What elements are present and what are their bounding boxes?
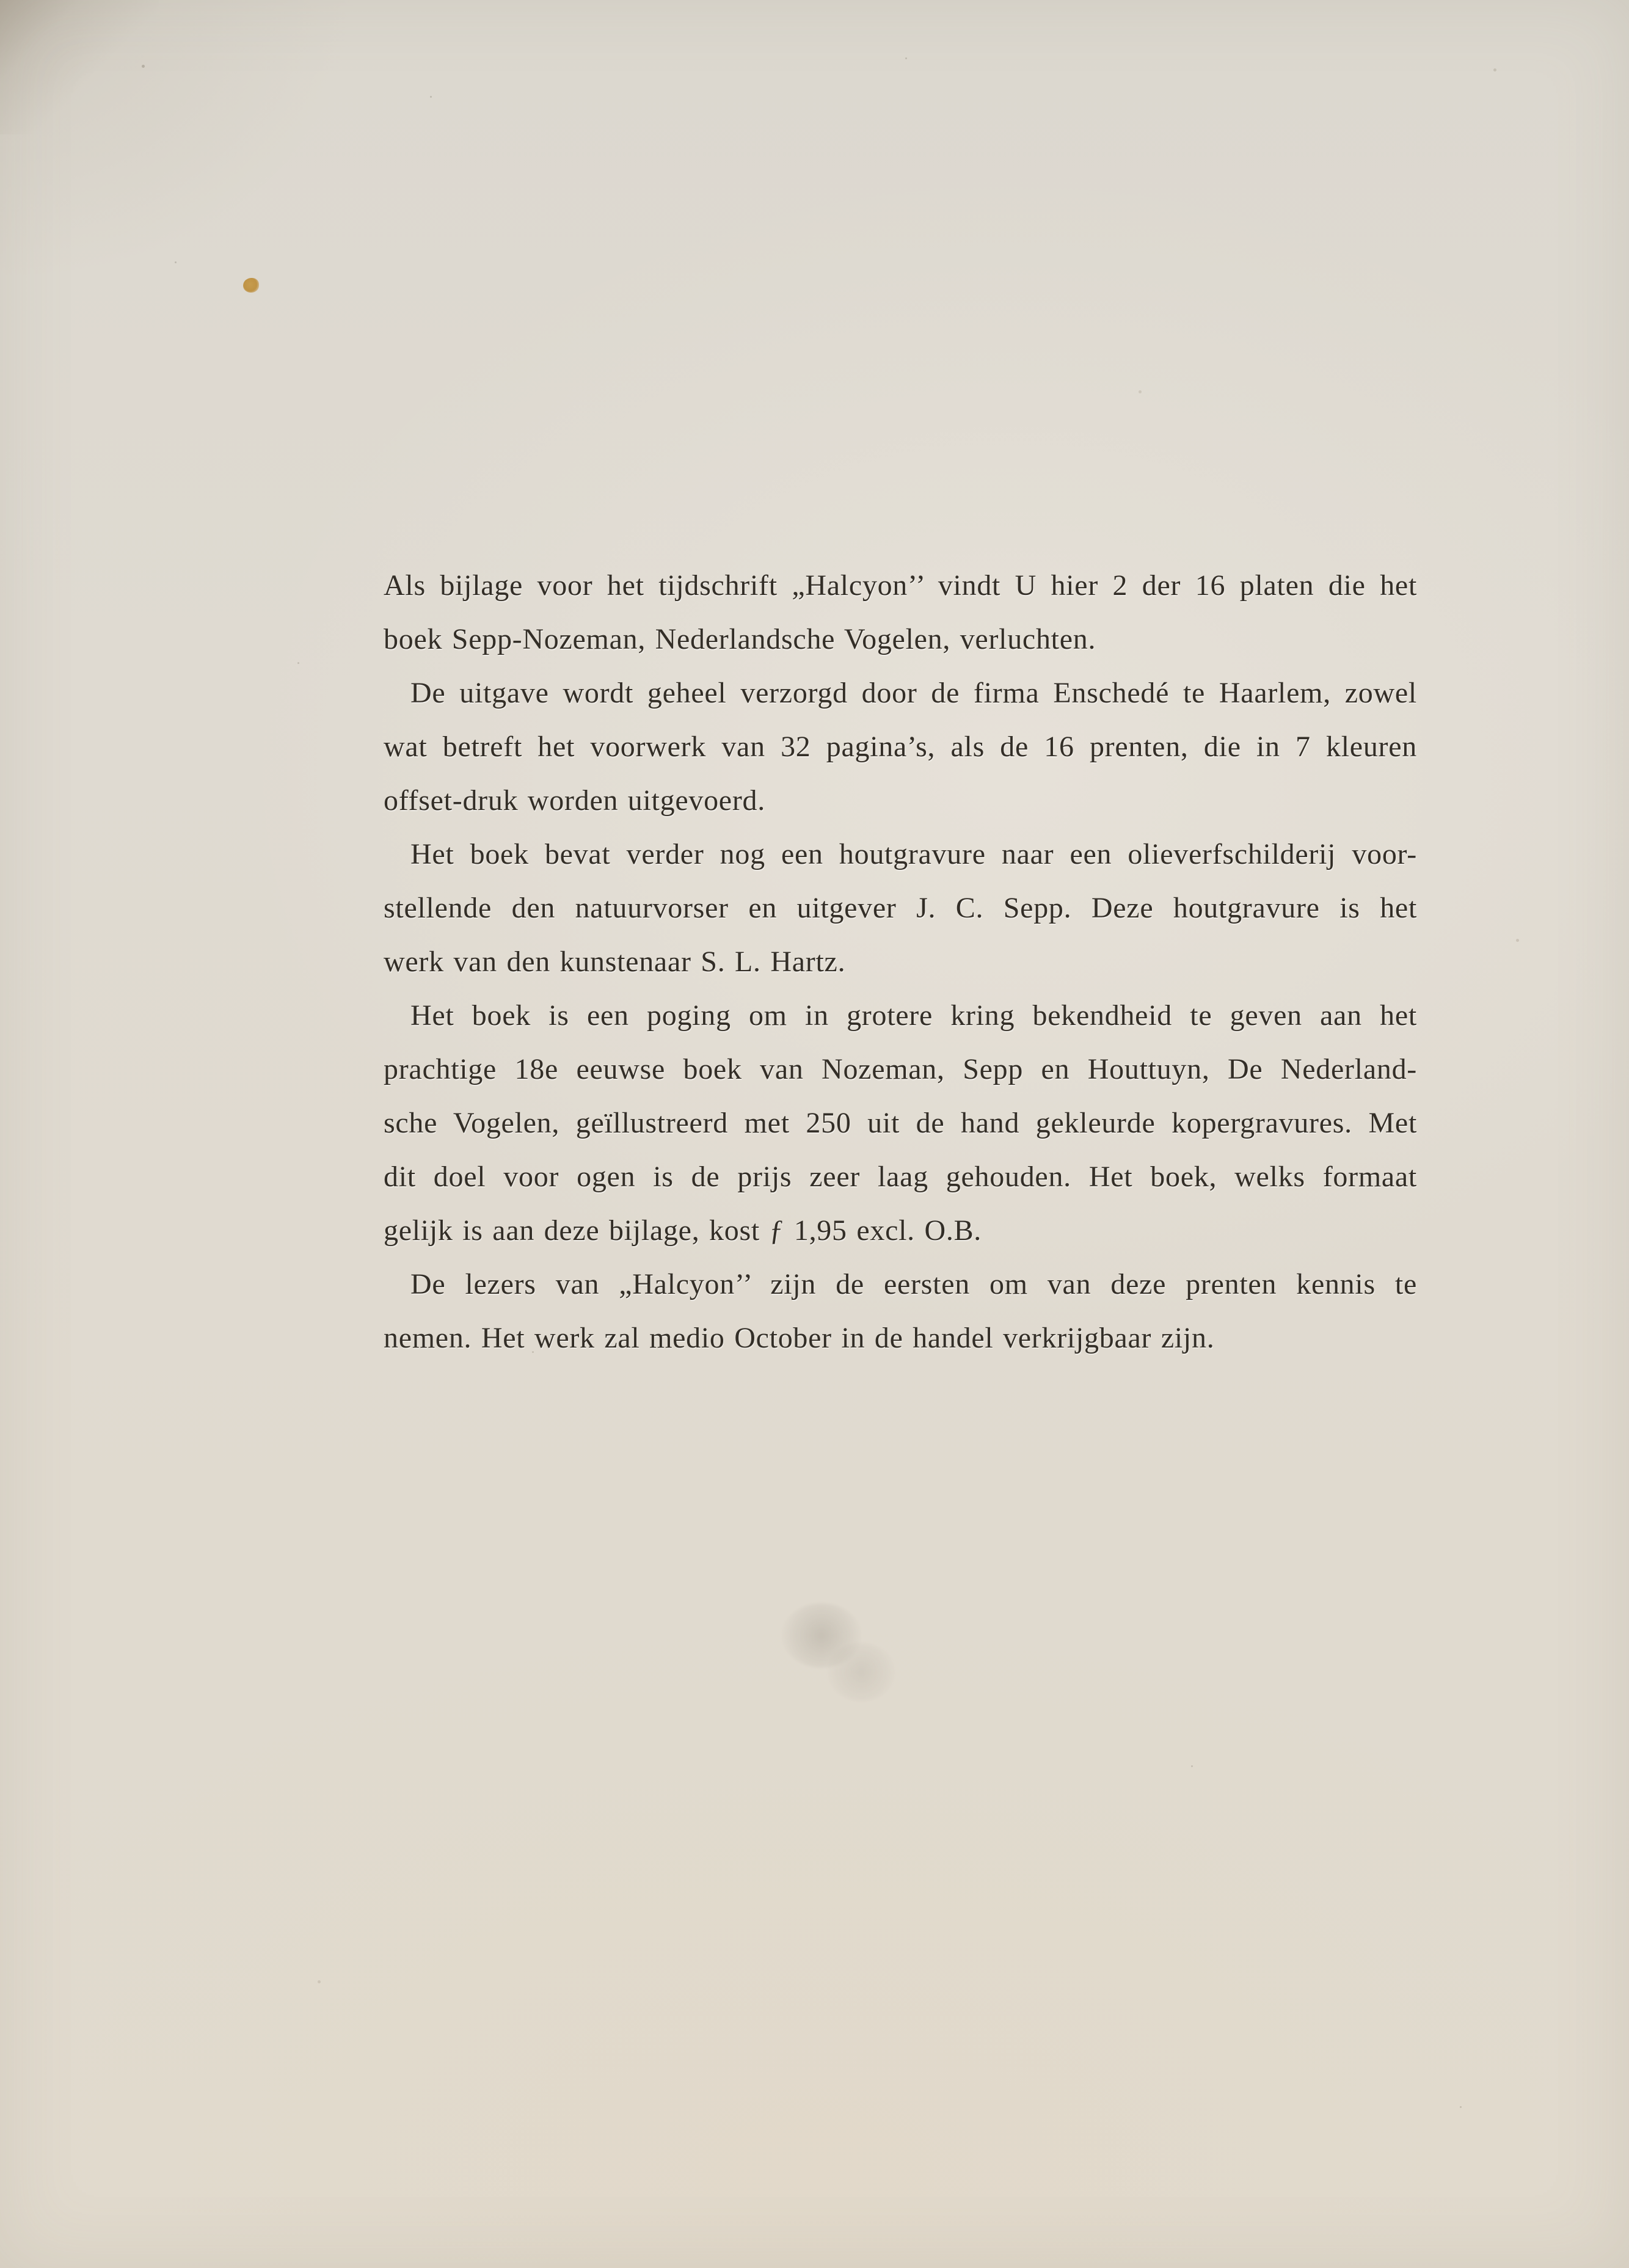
text-line: boek Sepp-Nozeman, Nederlandsche Vogelen, verluchten. — [384, 623, 1096, 655]
text-line: werk van den kunstenaar S. L. Hartz. — [384, 946, 846, 978]
announcement-text — [384, 559, 1417, 1365]
text-line: Als bijlage voor het tijdschrift „Halcyon’’ vindt U hier 2 der 16 platen die het — [384, 569, 1417, 602]
text-line: nemen. Het werk zal medio October in de handel verkrijgbaar zijn. — [384, 1322, 1215, 1354]
text-line: gelijk is aan deze bijlage, kost ƒ 1,95 excl. O.B. — [384, 1214, 982, 1247]
text-line: sche Vogelen, geïllustreerd met 250 uit de hand gekleurde kopergravures. Met — [384, 1107, 1417, 1139]
smudge-mark — [828, 1643, 895, 1701]
text-line: Het boek is een poging om in grotere kring bekendheid te geven aan het — [410, 999, 1417, 1032]
text-line: stellende den natuurvorser en uitgever J. C. Sepp. Deze houtgravure is het — [384, 892, 1417, 924]
paper-specks — [0, 0, 2, 2]
text-line: De lezers van „Halcyon’’ zijn de eersten om van deze prenten kennis te — [410, 1268, 1417, 1300]
page-corner-shadow — [0, 0, 159, 134]
text-line: offset-druk worden uitgevoerd. — [384, 784, 765, 817]
text-line: dit doel voor ogen is de prijs zeer laag gehouden. Het boek, welks formaat — [384, 1161, 1417, 1193]
text-line: wat betreft het voorwerk van 32 pagina’s, als de 16 prenten, die in 7 kleuren — [384, 731, 1417, 763]
text-line: De uitgave wordt geheel verzorgd door de firma Enschedé te Haarlem, zowel — [410, 677, 1417, 709]
text-line: Het boek bevat verder nog een houtgravure naar een olieverfschilderij voor- — [410, 838, 1417, 870]
text-line: prachtige 18e eeuwse boek van Nozeman, Sepp en Houttuyn, De Nederland- — [384, 1053, 1417, 1085]
foxing-spot — [243, 278, 259, 293]
